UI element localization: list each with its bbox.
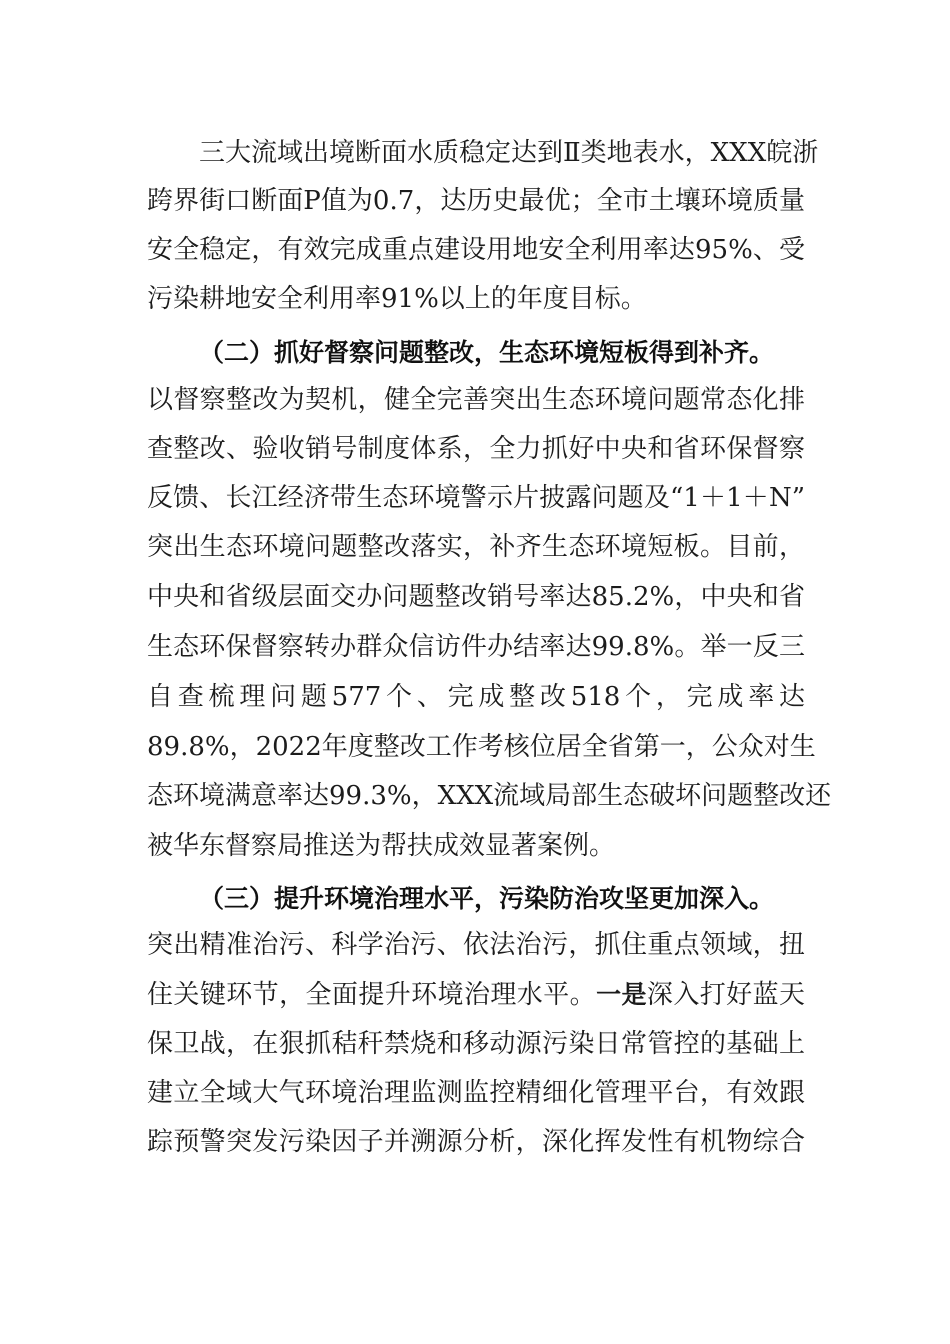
paragraph-line: 自查梳理问题577个、完成整改518个，完成率达 xyxy=(147,682,805,712)
paragraph-line: 生态环保督察转办群众信访件办结率达99.8%。举一反三 xyxy=(147,632,805,662)
emphasis-text: 一是 xyxy=(596,980,647,1009)
section-heading-2: （二）抓好督察问题整改，生态环境短板得到补齐。 xyxy=(199,338,775,367)
paragraph-line: 89.8%，2022年度整改工作考核位居全省第一，公众对生 xyxy=(147,732,816,762)
paragraph-line: 污染耕地安全利用率91%以上的年度目标。 xyxy=(147,284,647,314)
paragraph-line: 踪预警突发污染因子并溯源分析，深化挥发性有机物综合 xyxy=(147,1127,805,1157)
paragraph-line: 态环境满意率达99.3%，XXX流域局部生态破坏问题整改还 xyxy=(147,781,832,811)
paragraph-text: 深入打好蓝天 xyxy=(646,980,805,1010)
paragraph-line: 建立全域大气环境治理监测监控精细化管理平台，有效跟 xyxy=(147,1078,805,1108)
paragraph-line: 保卫战，在狠抓秸秆禁烧和移动源污染日常管控的基础上 xyxy=(147,1029,805,1059)
paragraph-line: 安全稳定，有效完成重点建设用地安全利用率达95%、受 xyxy=(147,235,805,265)
section-heading-3: （三）提升环境治理水平，污染防治攻坚更加深入。 xyxy=(199,884,775,913)
paragraph-line: 突出精准治污、科学治污、依法治污，抓住重点领域，扭 xyxy=(147,930,805,960)
paragraph-line: 反馈、长江经济带生态环境警示片披露问题及“1＋1＋N” xyxy=(147,483,805,513)
paragraph-line: 被华东督察局推送为帮扶成效显著案例。 xyxy=(147,831,616,861)
paragraph-text: 住关键环节，全面提升环境治理水平。 xyxy=(147,980,597,1010)
paragraph-line: 查整改、验收销号制度体系，全力抓好中央和省环保督察 xyxy=(147,434,805,464)
paragraph-line: 三大流域出境断面水质稳定达到Ⅱ类地表水，XXX皖浙 xyxy=(199,138,819,168)
paragraph-line-with-emphasis xyxy=(147,975,805,1015)
paragraph-line: 跨界街口断面P值为0.7，达历史最优；全市土壤环境质量 xyxy=(147,186,805,216)
paragraph-line: 突出生态环境问题整改落实，补齐生态环境短板。目前， xyxy=(147,532,805,562)
paragraph-line: 中央和省级层面交办问题整改销号率达85.2%，中央和省 xyxy=(147,582,805,612)
paragraph-line: 以督察整改为契机，健全完善突出生态环境问题常态化排 xyxy=(147,385,805,415)
